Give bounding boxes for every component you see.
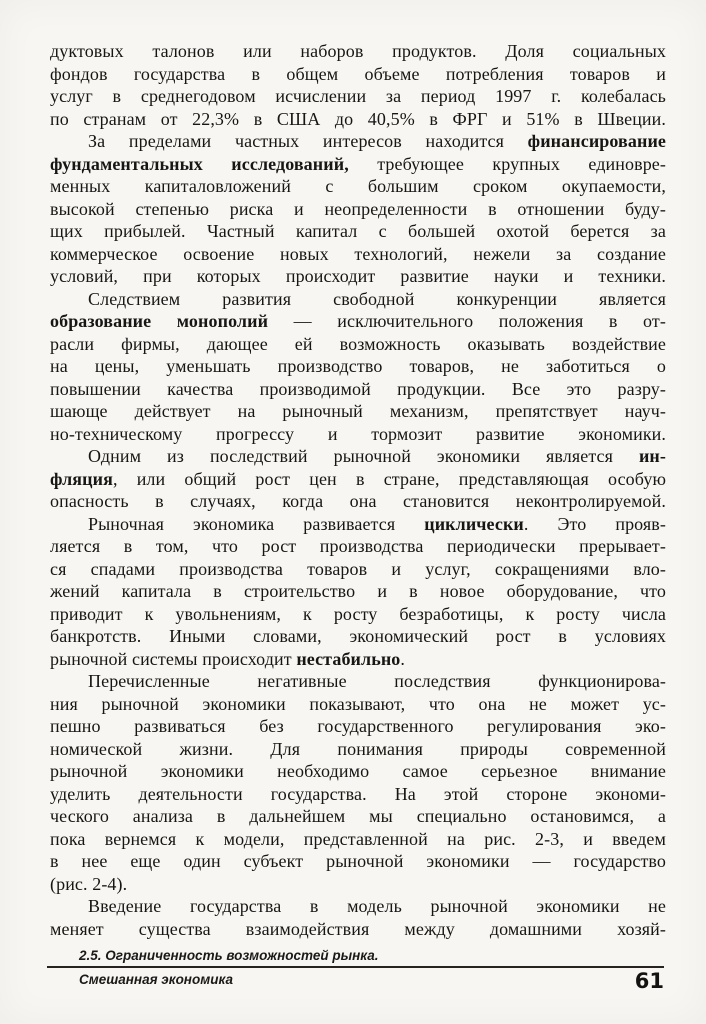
text-line [50, 558, 666, 581]
text-segment: уделить деятельности государства. На этой стороне экономи- [50, 783, 666, 804]
text-line [50, 445, 666, 468]
text-line [50, 243, 666, 266]
text-line [50, 153, 666, 176]
text-line [50, 288, 666, 311]
text-segment: расли фирмы, дающее ей возможность оказывать воздействие [50, 333, 666, 354]
text-line [50, 715, 666, 738]
text-line [50, 648, 666, 671]
paragraph-3 [50, 288, 666, 446]
page-number: 61 [634, 969, 664, 993]
bold-term: финансирование [527, 131, 666, 151]
paragraph-5 [50, 513, 666, 671]
text-line [50, 873, 666, 896]
text-segment: ляется в том, что рост производства периодически прерывает- [50, 536, 666, 556]
footer-rule [47, 966, 664, 968]
text-segment: жений капитала в строительство и в новое оборудование, что [50, 581, 666, 601]
text-line [50, 333, 666, 356]
paragraph-1 [50, 40, 666, 130]
text-line [50, 310, 666, 333]
text-line [50, 918, 666, 941]
text-line [50, 535, 666, 558]
text-segment: высокой степенью риска и неопределенности в отношении буду- [50, 198, 666, 219]
text-segment: Перечисленные негативные последствия функционирова- [88, 671, 666, 691]
bold-term: фундаментальных исследований, [50, 153, 349, 174]
text-line [50, 175, 666, 198]
text-line [50, 355, 666, 378]
text-segment: меняет существа взаимодействия между домашними хозяй- [50, 918, 666, 939]
text-segment: ся спадами производства товаров и услуг, сокращениями вло- [50, 558, 666, 579]
text-segment: шающе действует на рыночный механизм, препятствует науч- [50, 401, 666, 421]
text-line [50, 783, 666, 806]
text-line [50, 670, 666, 693]
text-line [50, 400, 666, 423]
text-line [50, 130, 666, 153]
text-line [50, 468, 666, 491]
text-segment: За пределами частных интересов находится [88, 131, 528, 151]
paragraph-7 [50, 895, 666, 940]
text-segment: требующее крупных единовре- [348, 153, 666, 174]
text-segment: Следствием развития свободной конкуренции является [88, 288, 666, 309]
text-segment: рыночной экономики необходимо самое серьезное внимание [50, 761, 666, 781]
text-line [50, 85, 666, 108]
text-segment: , или общий рост цен в стране, представляющая особую [112, 468, 666, 489]
page-footer [47, 948, 664, 992]
text-segment: . [400, 648, 406, 669]
text-line [50, 490, 666, 513]
text-segment: Рыночная экономика развивается [88, 513, 425, 534]
text-segment: щих прибылей. Частный капитал с большей охотой берется за [50, 221, 666, 241]
bold-term: фляция [50, 468, 113, 489]
text-line [50, 108, 666, 131]
text-line [50, 63, 666, 86]
text-line [50, 828, 666, 851]
text-segment: условий, при которых происходит развитие науки и техники. [50, 266, 666, 286]
text-segment: (рис. 2-4). [50, 873, 128, 894]
text-segment: пока вернемся к модели, представленной на рис. 2-3, и введем [50, 828, 666, 849]
text-segment: коммерческое освоение новых технологий, нежели за создание [50, 243, 666, 264]
text-line [50, 625, 666, 648]
bold-term: нестабильно [296, 648, 401, 669]
text-line [50, 265, 666, 288]
text-segment: рыночной системы происходит [50, 648, 297, 669]
text-line [50, 40, 666, 63]
text-segment: — исключительного положения в от- [268, 311, 666, 331]
text-segment: по странам от 22,3% в США до 40,5% в ФРГ и 51% в Швеции. [50, 108, 666, 129]
text-line [50, 378, 666, 401]
text-segment: услуг в среднегодовом исчислении за период 1997 г. колебалась [50, 86, 666, 106]
text-segment: . Это прояв- [523, 513, 666, 534]
footer-chapter-title: Смешанная экономика [79, 972, 233, 987]
text-line [50, 220, 666, 243]
text-segment: ческого анализа в дальнейшем мы специально остановимся, а [50, 806, 666, 826]
text-line [50, 738, 666, 761]
text-line [50, 423, 666, 446]
text-line [50, 513, 666, 536]
text-segment: менных капиталовложений с большим сроком окупаемости, [50, 176, 666, 196]
paragraph-6 [50, 670, 666, 895]
footer-bottom-row [47, 971, 664, 992]
text-block [50, 40, 666, 940]
text-segment: повышении качества производимой продукции. Все это разру- [50, 378, 666, 399]
text-line [50, 693, 666, 716]
text-line [50, 603, 666, 626]
text-line [50, 580, 666, 603]
bold-term: образование монополий [50, 311, 269, 331]
paragraph-2 [50, 130, 666, 288]
text-line [50, 198, 666, 221]
text-segment: опасность в случаях, когда она становится неконтролируемой. [50, 491, 666, 511]
bold-term: ин- [638, 446, 666, 466]
text-line [50, 850, 666, 873]
text-segment: дуктовых талонов или наборов продуктов. Доля социальных [50, 41, 666, 61]
text-segment: на цены, уменьшать производство товаров, не заботиться о [50, 356, 666, 376]
text-segment: приводит к увольнениям, к росту безработицы, к росту числа [50, 603, 666, 624]
text-segment: Одним из последствий рыночной экономики является [88, 446, 639, 466]
text-segment: банкротств. Иными словами, экономический рост в условиях [50, 626, 666, 646]
bold-term: циклически [424, 513, 524, 534]
text-segment: Введение государства в модель рыночной экономики не [88, 896, 666, 916]
text-segment: ния рыночной экономики показывают, что она не может ус- [50, 693, 666, 714]
text-line [50, 805, 666, 828]
text-line [50, 760, 666, 783]
text-segment: в нее еще один субъект рыночной экономики — государство [50, 851, 666, 871]
text-segment: пешно развиваться без государственного регулирования эко- [50, 716, 666, 736]
text-segment: фондов государства в общем объеме потребления товаров и [50, 63, 666, 84]
text-line [50, 895, 666, 918]
text-segment: номической жизни. Для понимания природы современной [50, 738, 666, 759]
footer-section-title: 2.5. Ограниченность возможностей рынка. [79, 948, 379, 963]
paragraph-4 [50, 445, 666, 513]
text-segment: но-техническому прогрессу и тормозит развитие экономики. [50, 423, 666, 444]
